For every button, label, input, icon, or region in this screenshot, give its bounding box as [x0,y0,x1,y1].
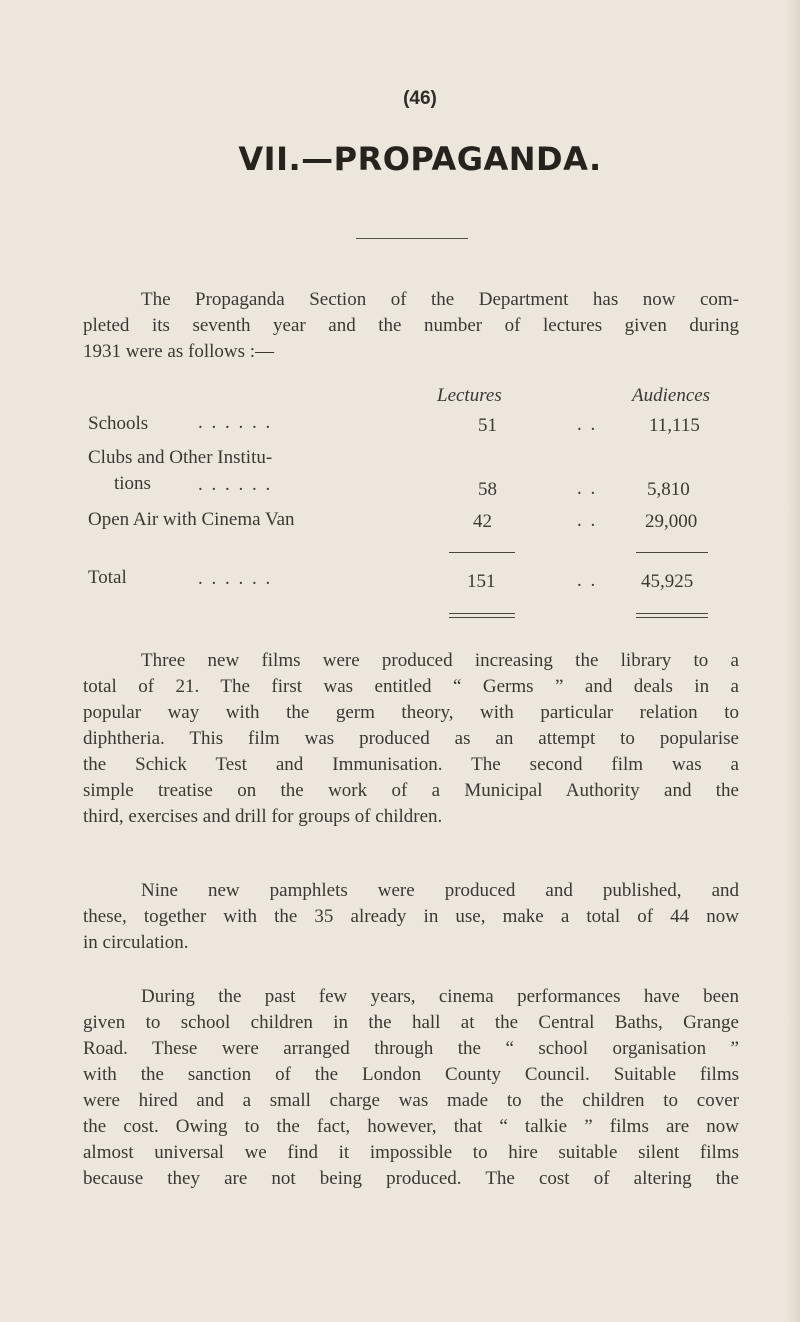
films-line: total of 21. The first was entitled “ Germs ” and deals in a [83,676,739,697]
pamphlets-line: Nine new pamphlets were produced and published, and [141,880,739,901]
films-line: diphtheria. This film was produced as an attempt to popularise [83,728,739,749]
cinema-paragraph [83,984,739,1192]
intro-line: 1931 were as follows :— [83,341,275,362]
audiences-total-double-rule [636,613,708,618]
cinema-line: were hired and a small charge was made to the children to cover [83,1090,739,1111]
row-label-clubs-line2: tions [114,473,151,494]
total-audiences: 45,925 [641,571,694,592]
total-label: Total [88,567,127,588]
row-audiences-clubs: 5,810 [647,479,690,500]
films-line: popular way with the germ theory, with particular relation to [83,702,739,723]
row-label-clubs-line1: Clubs and Other Institu- [88,447,273,468]
row-audiences-open-air: 29,000 [645,511,698,532]
section-title: VII.—PROPAGANDA. [238,140,602,178]
pamphlets-paragraph [83,878,739,956]
cinema-line: with the sanction of the London County Council. Suitable films [83,1064,739,1085]
page-number: (46) [403,88,437,109]
cinema-line: because they are not being produced. The cost of altering the [83,1168,739,1189]
total-lectures: 151 [467,571,496,592]
cinema-line: Road. These were arranged through the “ school organisation ” [83,1038,739,1059]
header-audiences: Audiences [632,385,711,406]
cinema-line: the cost. Owing to the fact, however, that “ talkie ” films are now [83,1116,739,1137]
pamphlets-line: in circulation. [83,932,189,953]
pamphlets-line: these, together with the 35 already in use, make a total of 44 now [83,906,739,927]
cinema-line: During the past few years, cinema performances have been [141,986,739,1007]
row-audiences-schools: 11,115 [649,415,700,436]
label-leader: . . . . . . [198,568,273,589]
cinema-line: almost universal we find it impossible to hire suitable silent films [83,1142,739,1163]
row-label-open-air: Open Air with Cinema Van [88,509,295,530]
leader-dots: . . [577,510,598,531]
row-label-schools: Schools [88,413,149,434]
intro-line: pleted its seventh year and the number of lectures given during [83,315,739,336]
row-lectures-clubs: 58 [478,479,497,500]
page-edge-shadow [786,0,800,1322]
films-line: the Schick Test and Immunisation. The second film was a [83,754,739,775]
lectures-sum-rule [449,552,515,553]
header-lectures: Lectures [437,385,502,406]
label-leader: . . . . . . [198,412,273,433]
intro-paragraph [83,287,739,365]
films-line: simple treatise on the work of a Municipal Authority and the [83,780,739,801]
leader-dots: . . [577,478,598,499]
films-line: third, exercises and drill for groups of children. [83,806,443,827]
title-divider [356,238,468,239]
lectures-total-double-rule [449,613,515,618]
leader-dots: . . [577,414,598,435]
leader-dots: . . [577,570,598,591]
cinema-line: given to school children in the hall at the Central Baths, Grange [83,1012,739,1033]
label-leader: . . . . . . [198,474,273,495]
films-line: Three new films were produced increasing the library to a [141,650,739,671]
intro-line: The Propaganda Section of the Department has now com- [141,289,739,310]
row-lectures-schools: 51 [478,415,497,436]
films-paragraph [83,648,739,830]
row-lectures-open-air: 42 [473,511,492,532]
audiences-sum-rule [636,552,708,553]
